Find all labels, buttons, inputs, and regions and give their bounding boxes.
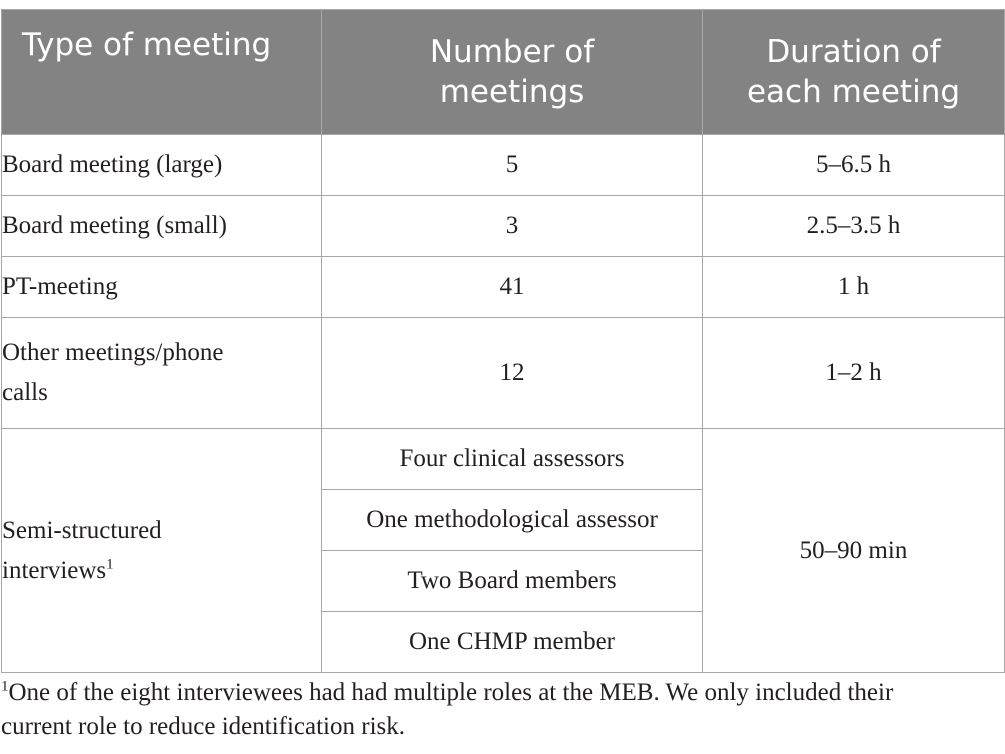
footnote-line1: One of the eight interviewees had had multiple roles at the MEB. We only included their	[8, 679, 894, 706]
row-type: PT-meeting	[2, 257, 322, 318]
footnote-line2: current role to reduce identification risk.	[1, 713, 406, 740]
header-duration-of-each-meeting	[703, 10, 1005, 135]
header-row	[2, 10, 1005, 135]
footnote-marker: 1	[106, 556, 114, 573]
row-type-line2: calls	[2, 379, 48, 406]
header-type-of-meeting	[2, 10, 322, 135]
row-type: Board meeting (small)	[2, 196, 322, 257]
table-footnote	[1, 676, 1001, 744]
row-duration: 5–6.5 h	[703, 135, 1005, 196]
header-number-line2: meetings	[439, 74, 585, 110]
row-duration: 1 h	[703, 257, 1005, 318]
table-row	[2, 196, 1005, 257]
row-number: 12	[322, 318, 703, 429]
row-number: 5	[322, 135, 703, 196]
row-duration: 2.5–3.5 h	[703, 196, 1005, 257]
header-number-line1: Number of	[429, 34, 595, 70]
footnote-number: 1	[1, 678, 9, 695]
header-number-of-meetings	[322, 10, 703, 135]
row-number: 3	[322, 196, 703, 257]
interviews-type	[2, 429, 322, 673]
table-row	[2, 429, 1005, 490]
row-type	[2, 318, 322, 429]
header-type-line1: Type of meeting	[22, 27, 272, 63]
meetings-table	[1, 9, 1005, 673]
table-row	[2, 135, 1005, 196]
interviewee-cell: One methodological assessor	[322, 490, 703, 551]
row-number: 41	[322, 257, 703, 318]
interviews-type-line2: interviews	[2, 556, 107, 584]
interviewee-cell: Four clinical assessors	[322, 429, 703, 490]
header-duration-line2: each meeting	[746, 74, 961, 110]
header-duration-line1: Duration of	[766, 34, 941, 70]
row-type: Board meeting (large)	[2, 135, 322, 196]
interviewee-cell: One CHMP member	[322, 612, 703, 673]
table-row	[2, 257, 1005, 318]
interviews-duration: 50–90 min	[703, 429, 1005, 673]
table-row	[2, 318, 1005, 429]
row-duration: 1–2 h	[703, 318, 1005, 429]
interviewee-cell: Two Board members	[322, 551, 703, 612]
interviews-type-line1: Semi-structured	[2, 516, 162, 544]
row-type-line1: Other meetings/phone	[2, 339, 224, 366]
